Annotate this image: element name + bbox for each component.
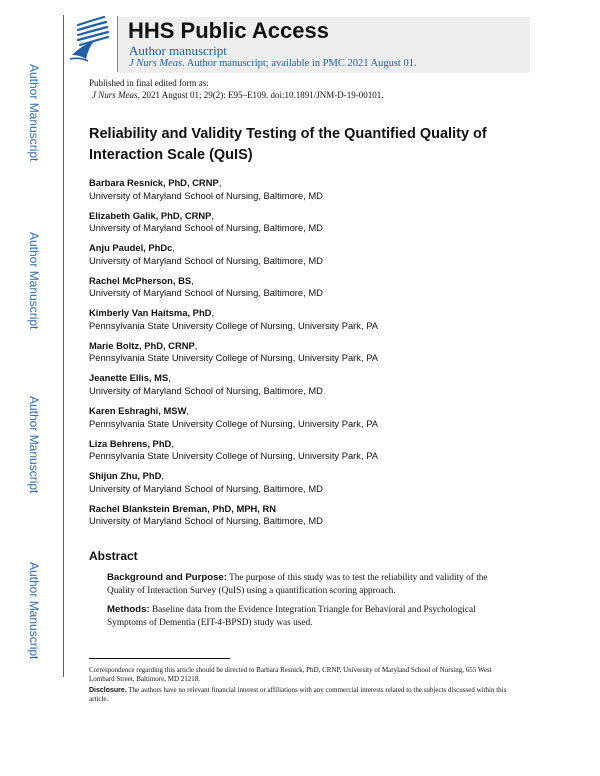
abstract-heading: Abstract <box>89 549 138 563</box>
author-entry: Liza Behrens, PhD, Pennsylvania State University College of Nursing, University Park, PA <box>89 438 549 463</box>
author-name: Rachel McPherson, BS <box>89 274 192 286</box>
author-affiliation: Pennsylvania State University College of Nursing, University Park, PA <box>89 417 379 429</box>
citation-text: . 2021 August 01; 29(2): E95–E109. doi:10.1891/JNM-D-19-00101. <box>137 90 384 100</box>
author-name: Barbara Resnick, PhD, CRNP <box>89 177 219 188</box>
journal-abbrev: J Nurs Meas <box>129 58 183 69</box>
author-affiliation: University of Maryland School of Nursing, Baltimore, MD <box>89 254 323 266</box>
author-entry: Jeanette Ellis, MS, University of Maryland School of Nursing, Baltimore, MD <box>89 372 549 397</box>
author-entry: Elizabeth Galik, PhD, CRNP, University of Maryland School of Nursing, Baltimore, MD <box>89 210 549 235</box>
author-name: Kimberly Van Haitsma, PhD <box>89 307 212 319</box>
methods-text: Baseline data from the Evidence Integration Triangle for Behavioral and Psychological Symptoms of Dementia (EIT-4-BPSD) study was used. <box>107 605 476 628</box>
hhs-eagle-logo-icon <box>66 15 112 63</box>
author-name: Rachel Blankstein Breman, PhD, MPH, RN <box>89 502 277 514</box>
journal-availability <box>129 58 417 69</box>
citation-journal: J Nurs Meas <box>92 90 138 100</box>
author-name: Karen Eshraghi, MSW <box>89 405 187 417</box>
disclosure-text: The authors have no relevant financial interest or affiliations with any commercial interests related to the subjects discussed within this article. <box>89 686 507 704</box>
author-affiliation: University of Maryland School of Nursing, Baltimore, MD <box>89 515 323 527</box>
correspondence-note: Correspondence regarding this article should be directed to Barbara Resnick, PhD, CRNP, University of Maryland School of Nursing, 655 West Lombard Street, Baltimore, MD 21218. <box>89 666 492 684</box>
author-entry: Shijun Zhu, PhD, University of Maryland School of Nursing, Baltimore, MD <box>89 470 549 495</box>
background-text: The purpose of this study was to test the reliability and validity of the Quality of Interaction Survey (QuIS) using a quantification scoring approach. <box>107 573 488 596</box>
abstract-background <box>107 571 517 598</box>
author-entry: Rachel McPherson, BS, University of Maryland School of Nursing, Baltimore, MD <box>89 275 549 300</box>
author-affiliation: University of Maryland School of Nursing, Baltimore, MD <box>89 222 323 234</box>
author-name: Jeanette Ellis, MS <box>89 372 169 384</box>
author-name: Shijun Zhu, PhD <box>89 470 162 482</box>
author-name: Liza Behrens, PhD <box>89 437 172 449</box>
side-label-4: Author Manuscript <box>27 562 41 660</box>
author-affiliation: Pennsylvania State University College of Nursing, University Park, PA <box>89 319 379 331</box>
author-affiliation: University of Maryland School of Nursing, Baltimore, MD <box>89 287 323 299</box>
author-affiliation: Pennsylvania State University College of Nursing, University Park, PA <box>89 352 379 364</box>
abstract-methods <box>107 603 517 630</box>
manuscript-label: Author manuscript <box>129 43 227 58</box>
side-label-2: Author Manuscript <box>27 232 41 330</box>
author-entry: Anju Paudel, PhDc, University of Maryland School of Nursing, Baltimore, MD <box>89 242 549 267</box>
author-entry: Kimberly Van Haitsma, PhD, Pennsylvania State University College of Nursing, University Park, PA <box>89 307 549 332</box>
author-affiliation: University of Maryland School of Nursing, Baltimore, MD <box>89 482 323 494</box>
side-label-1: Author Manuscript <box>27 64 41 162</box>
side-rule <box>63 15 64 677</box>
author-name: Elizabeth Galik, PhD, CRNP <box>89 209 212 221</box>
disclosure-lead: Disclosure. <box>89 687 127 694</box>
citation <box>92 90 384 100</box>
side-label-3: Author Manuscript <box>27 396 41 494</box>
published-note: Published in final edited form as: <box>89 78 209 88</box>
article-title: Reliability and Validity Testing of the Quantified Quality of Interaction Scale (QuIS) <box>89 126 487 163</box>
author-affiliation: University of Maryland School of Nursing, Baltimore, MD <box>89 189 323 201</box>
author-name: Marie Boltz, PhD, CRNP <box>89 339 195 351</box>
availability-text: . Author manuscript; available in PMC 2021 August 01. <box>182 58 417 69</box>
background-lead: Background and Purpose: <box>107 572 227 583</box>
author-affiliation: Pennsylvania State University College of Nursing, University Park, PA <box>89 450 379 462</box>
disclosure-note <box>89 686 519 705</box>
hhs-title: HHS Public Access <box>128 18 329 43</box>
author-list <box>89 177 549 535</box>
author-entry: Karen Eshraghi, MSW, Pennsylvania State University College of Nursing, University Park, PA <box>89 405 549 430</box>
author-entry <box>89 503 549 528</box>
author-entry: Marie Boltz, PhD, CRNP, Pennsylvania State University College of Nursing, University Park, PA <box>89 340 549 365</box>
footnote-rule <box>89 658 230 659</box>
methods-lead: Methods: <box>107 604 150 615</box>
author-affiliation: University of Maryland School of Nursing, Baltimore, MD <box>89 385 323 397</box>
author-entry: Barbara Resnick, PhD, CRNP, University of Maryland School of Nursing, Baltimore, MD <box>89 177 549 202</box>
author-name: Anju Paudel, PhDc <box>89 242 173 254</box>
